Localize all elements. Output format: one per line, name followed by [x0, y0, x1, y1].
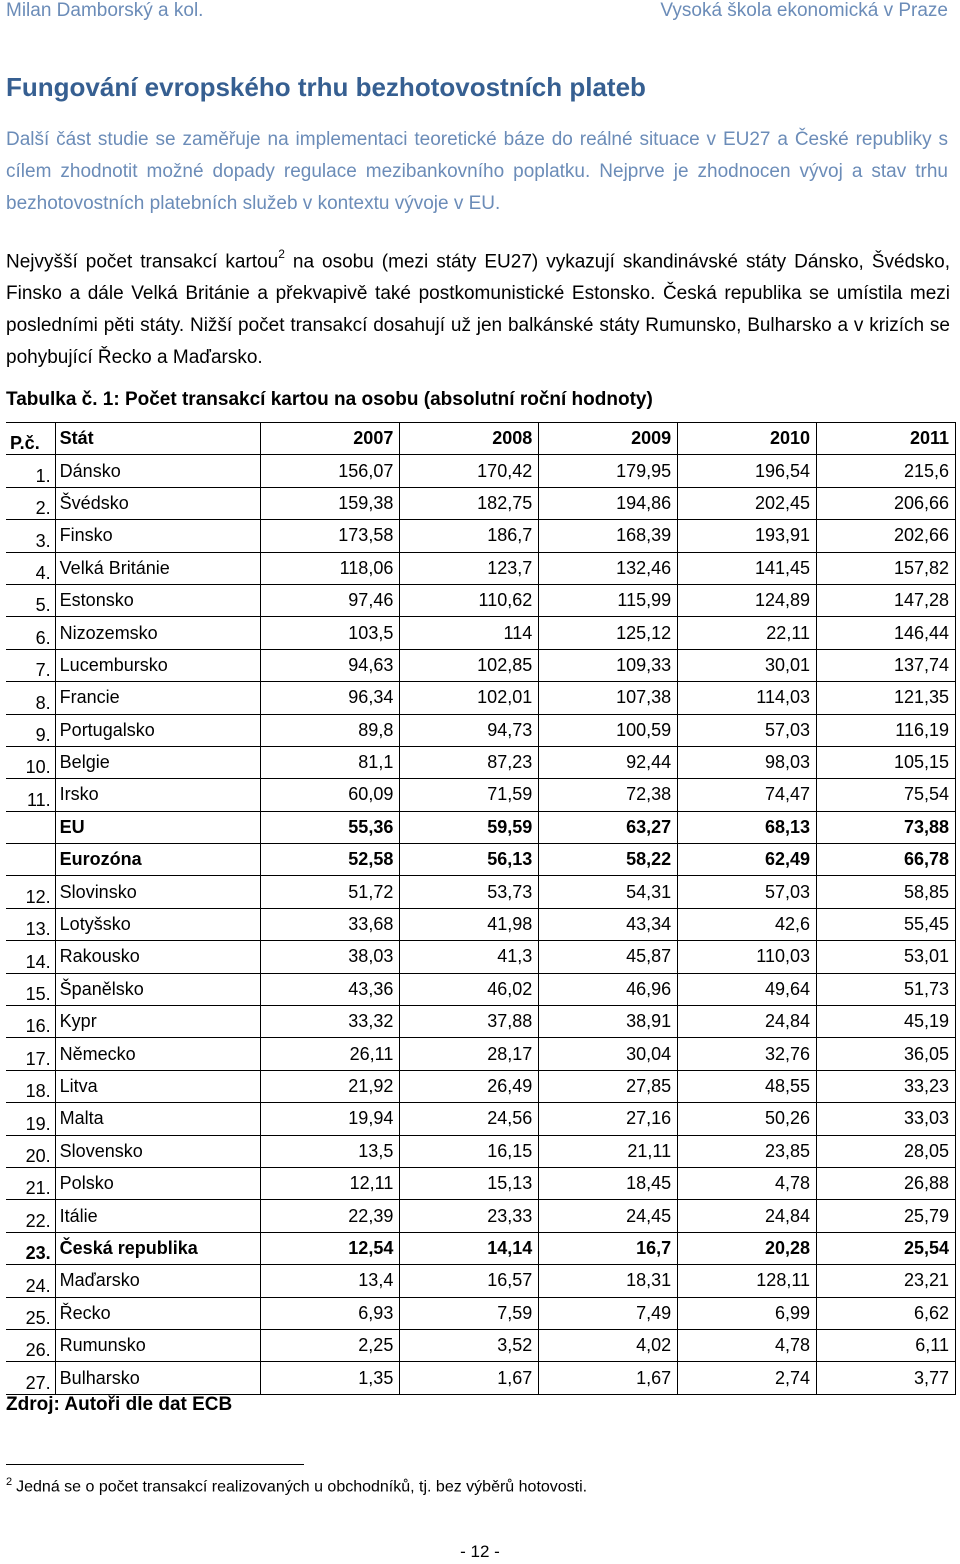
row-value: 94,73: [400, 714, 539, 746]
row-value: 6,93: [261, 1297, 400, 1329]
row-country: Německo: [55, 1038, 261, 1070]
row-value: 21,11: [539, 1135, 678, 1167]
row-country: Lotyšsko: [55, 908, 261, 940]
row-index: 4.: [6, 552, 55, 584]
row-index: 21.: [6, 1167, 55, 1199]
row-value: 1,67: [539, 1362, 678, 1394]
row-country: Kypr: [55, 1006, 261, 1038]
row-value: 147,28: [817, 584, 956, 616]
row-value: 102,85: [400, 649, 539, 681]
row-value: 38,91: [539, 1006, 678, 1038]
footnote: [6, 1476, 587, 1496]
row-value: 157,82: [817, 552, 956, 584]
table-body: [6, 455, 956, 1394]
row-value: 87,23: [400, 746, 539, 778]
row-value: 97,46: [261, 584, 400, 616]
row-value: 118,06: [261, 552, 400, 584]
row-country: Finsko: [55, 520, 261, 552]
header-authors: Milan Damborský a kol.: [6, 0, 204, 21]
row-value: 7,49: [539, 1297, 678, 1329]
row-value: 66,78: [817, 844, 956, 876]
table-row: [6, 1006, 956, 1038]
row-value: 43,36: [261, 973, 400, 1005]
row-value: 215,6: [817, 455, 956, 487]
row-value: 18,45: [539, 1167, 678, 1199]
row-value: 27,16: [539, 1103, 678, 1135]
row-value: 58,85: [817, 876, 956, 908]
table-row: [6, 1200, 956, 1232]
row-value: 26,11: [261, 1038, 400, 1070]
row-value: 53,01: [817, 941, 956, 973]
row-value: 1,67: [400, 1362, 539, 1394]
row-value: 30,01: [678, 649, 817, 681]
row-index: 20.: [6, 1135, 55, 1167]
row-value: 16,7: [539, 1232, 678, 1264]
row-index: 27.: [6, 1362, 55, 1394]
row-index: 15.: [6, 973, 55, 1005]
row-value: 1,35: [261, 1362, 400, 1394]
row-value: 27,85: [539, 1070, 678, 1102]
row-value: 57,03: [678, 714, 817, 746]
footnote-text: Jedná se o počet transakcí realizovaných u obchodníků, tj. bez výběrů hotovosti.: [16, 1478, 588, 1496]
row-value: 43,34: [539, 908, 678, 940]
row-value: 96,34: [261, 682, 400, 714]
row-value: 20,28: [678, 1232, 817, 1264]
footnote-ref[interactable]: 2: [278, 247, 285, 261]
row-value: 4,78: [678, 1329, 817, 1361]
row-value: 24,84: [678, 1006, 817, 1038]
row-value: 23,85: [678, 1135, 817, 1167]
table-row: [6, 584, 956, 616]
table-row: [6, 779, 956, 811]
table-row: [6, 1362, 956, 1394]
table-row: [6, 682, 956, 714]
table-row: [6, 811, 956, 843]
row-country: Španělsko: [55, 973, 261, 1005]
table-row: [6, 649, 956, 681]
row-value: 16,57: [400, 1265, 539, 1297]
table-row: [6, 1232, 956, 1264]
row-value: 15,13: [400, 1167, 539, 1199]
row-index: 14.: [6, 941, 55, 973]
row-value: 23,33: [400, 1200, 539, 1232]
row-value: 109,33: [539, 649, 678, 681]
row-value: 202,66: [817, 520, 956, 552]
row-value: 2,25: [261, 1329, 400, 1361]
row-value: 41,3: [400, 941, 539, 973]
row-value: 74,47: [678, 779, 817, 811]
row-country: Litva: [55, 1070, 261, 1102]
row-value: 12,54: [261, 1232, 400, 1264]
row-value: 196,54: [678, 455, 817, 487]
row-value: 128,11: [678, 1265, 817, 1297]
row-value: 41,98: [400, 908, 539, 940]
row-value: 123,7: [400, 552, 539, 584]
row-value: 110,62: [400, 584, 539, 616]
row-value: 26,88: [817, 1167, 956, 1199]
row-value: 4,02: [539, 1329, 678, 1361]
section-heading: Fungování evropského trhu bezhotovostních plateb: [6, 72, 646, 102]
footnote-separator: [6, 1464, 304, 1465]
header-cell: 2011: [817, 423, 956, 455]
header-cell: 2007: [261, 423, 400, 455]
page-number: - 12 -: [460, 1542, 500, 1561]
row-value: 159,38: [261, 487, 400, 519]
row-index: 26.: [6, 1329, 55, 1361]
row-index: 8.: [6, 682, 55, 714]
row-value: 33,68: [261, 908, 400, 940]
row-value: 25,79: [817, 1200, 956, 1232]
row-value: 38,03: [261, 941, 400, 973]
row-value: 137,74: [817, 649, 956, 681]
table-row: [6, 1038, 956, 1070]
row-value: 114,03: [678, 682, 817, 714]
row-value: 57,03: [678, 876, 817, 908]
table-row: [6, 1329, 956, 1361]
row-country: Slovensko: [55, 1135, 261, 1167]
row-value: 110,03: [678, 941, 817, 973]
row-value: 94,63: [261, 649, 400, 681]
row-index: 10.: [6, 746, 55, 778]
row-value: 13,5: [261, 1135, 400, 1167]
row-index: 18.: [6, 1070, 55, 1102]
row-country: Portugalsko: [55, 714, 261, 746]
row-value: 132,46: [539, 552, 678, 584]
row-value: 18,31: [539, 1265, 678, 1297]
row-index: [6, 811, 55, 843]
row-value: 51,73: [817, 973, 956, 1005]
row-value: 103,5: [261, 617, 400, 649]
table-row: [6, 714, 956, 746]
row-value: 33,32: [261, 1006, 400, 1038]
row-value: 26,49: [400, 1070, 539, 1102]
table-row: [6, 1167, 956, 1199]
row-country: Dánsko: [55, 455, 261, 487]
row-value: 45,87: [539, 941, 678, 973]
table-row: [6, 973, 956, 1005]
row-value: 25,54: [817, 1232, 956, 1264]
table-row: [6, 487, 956, 519]
row-country: Řecko: [55, 1297, 261, 1329]
header-cell: Stát: [55, 423, 261, 455]
row-index: 13.: [6, 908, 55, 940]
row-value: 125,12: [539, 617, 678, 649]
row-value: 71,59: [400, 779, 539, 811]
row-index: 2.: [6, 487, 55, 519]
row-value: 179,95: [539, 455, 678, 487]
row-value: 54,31: [539, 876, 678, 908]
row-value: 194,86: [539, 487, 678, 519]
row-country: Rakousko: [55, 941, 261, 973]
row-index: 19.: [6, 1103, 55, 1135]
row-value: 156,07: [261, 455, 400, 487]
row-value: 72,38: [539, 779, 678, 811]
row-value: 3,52: [400, 1329, 539, 1361]
row-country: EU: [55, 811, 261, 843]
row-value: 100,59: [539, 714, 678, 746]
table-row: [6, 1297, 956, 1329]
table-row: [6, 1070, 956, 1102]
page-header: [6, 0, 948, 26]
row-value: 16,15: [400, 1135, 539, 1167]
table-caption: Tabulka č. 1: Počet transakcí kartou na osobu (absolutní roční hodnoty): [6, 389, 653, 410]
header-institution: Vysoká škola ekonomická v Praze: [660, 0, 948, 21]
row-value: 124,89: [678, 584, 817, 616]
row-index: 23.: [6, 1232, 55, 1264]
row-value: 24,84: [678, 1200, 817, 1232]
row-value: 28,17: [400, 1038, 539, 1070]
row-value: 7,59: [400, 1297, 539, 1329]
table-row: [6, 876, 956, 908]
row-value: 81,1: [261, 746, 400, 778]
row-value: 14,14: [400, 1232, 539, 1264]
row-value: 116,19: [817, 714, 956, 746]
table-row: [6, 552, 956, 584]
row-value: 63,27: [539, 811, 678, 843]
table-row: [6, 1135, 956, 1167]
row-value: 42,6: [678, 908, 817, 940]
row-value: 12,11: [261, 1167, 400, 1199]
table-row: [6, 746, 956, 778]
row-country: Malta: [55, 1103, 261, 1135]
row-value: 37,88: [400, 1006, 539, 1038]
row-value: 59,59: [400, 811, 539, 843]
row-value: 206,66: [817, 487, 956, 519]
row-value: 202,45: [678, 487, 817, 519]
row-index: 1.: [6, 455, 55, 487]
row-value: 6,11: [817, 1329, 956, 1361]
row-value: 73,88: [817, 811, 956, 843]
table-row: [6, 941, 956, 973]
row-value: 6,99: [678, 1297, 817, 1329]
row-value: 45,19: [817, 1006, 956, 1038]
row-value: 68,13: [678, 811, 817, 843]
table-row: [6, 1265, 956, 1297]
table-row: [6, 455, 956, 487]
row-value: 186,7: [400, 520, 539, 552]
transactions-table: [6, 422, 956, 1395]
row-value: 4,78: [678, 1167, 817, 1199]
row-value: 56,13: [400, 844, 539, 876]
row-value: 92,44: [539, 746, 678, 778]
row-value: 193,91: [678, 520, 817, 552]
row-value: 52,58: [261, 844, 400, 876]
row-country: Francie: [55, 682, 261, 714]
row-value: 46,96: [539, 973, 678, 1005]
row-value: 173,58: [261, 520, 400, 552]
row-value: 107,38: [539, 682, 678, 714]
paragraph-findings: [6, 240, 950, 374]
header-cell: 2010: [678, 423, 817, 455]
row-index: [6, 844, 55, 876]
row-country: Itálie: [55, 1200, 261, 1232]
row-value: 13,4: [261, 1265, 400, 1297]
row-value: 114: [400, 617, 539, 649]
paragraph-findings-part2: na osobu (mezi státy EU27) vykazují skandinávské státy Dánsko, Švédsko, Finsko a dále Velká Británie a překvapivě také postkomunistické Estonsko. Česká republika se umístila mezi posledními pěti státy. Nižší počet transakcí dosahují už jen balkánské státy Rumunsko, Bulharsko a v krizích se pohybující Řecko a Maďarsko.: [6, 251, 950, 369]
row-value: 19,94: [261, 1103, 400, 1135]
header-cell: 2008: [400, 423, 539, 455]
row-value: 182,75: [400, 487, 539, 519]
row-value: 102,01: [400, 682, 539, 714]
row-value: 33,03: [817, 1103, 956, 1135]
row-value: 49,64: [678, 973, 817, 1005]
table-row: [6, 520, 956, 552]
row-country: Polsko: [55, 1167, 261, 1199]
row-value: 55,36: [261, 811, 400, 843]
table-source: Zdroj: Autoři dle dat ECB: [6, 1394, 233, 1415]
row-country: Slovinsko: [55, 876, 261, 908]
row-value: 22,39: [261, 1200, 400, 1232]
row-value: 30,04: [539, 1038, 678, 1070]
paragraph-intro: Další část studie se zaměřuje na implementaci teoretické báze do reálné situace v EU27 a České republiky s cílem zhodnotit možné dopady regulace mezibankovního poplatku. Nejprve je zhodnocen vývoj a stav trhu bezhotovostních platebních služeb v kontextu vývoje v EU.: [6, 129, 948, 214]
table-row: [6, 908, 956, 940]
row-value: 53,73: [400, 876, 539, 908]
row-index: 9.: [6, 714, 55, 746]
row-value: 46,02: [400, 973, 539, 1005]
row-value: 22,11: [678, 617, 817, 649]
row-value: 28,05: [817, 1135, 956, 1167]
row-index: 12.: [6, 876, 55, 908]
row-value: 146,44: [817, 617, 956, 649]
row-index: 7.: [6, 649, 55, 681]
row-value: 48,55: [678, 1070, 817, 1102]
footnote-mark: 2: [6, 1476, 13, 1488]
row-value: 121,35: [817, 682, 956, 714]
row-index: 6.: [6, 617, 55, 649]
row-value: 33,23: [817, 1070, 956, 1102]
row-index: 22.: [6, 1200, 55, 1232]
table-row: [6, 844, 956, 876]
row-country: Belgie: [55, 746, 261, 778]
row-value: 32,76: [678, 1038, 817, 1070]
row-index: 3.: [6, 520, 55, 552]
row-country: Estonsko: [55, 584, 261, 616]
row-country: Rumunsko: [55, 1329, 261, 1361]
row-index: 5.: [6, 584, 55, 616]
row-value: 98,03: [678, 746, 817, 778]
row-country: Irsko: [55, 779, 261, 811]
row-value: 2,74: [678, 1362, 817, 1394]
row-value: 170,42: [400, 455, 539, 487]
row-value: 3,77: [817, 1362, 956, 1394]
row-value: 50,26: [678, 1103, 817, 1135]
header-cell: P.č.: [6, 423, 55, 455]
row-country: Švédsko: [55, 487, 261, 519]
row-value: 89,8: [261, 714, 400, 746]
row-value: 23,21: [817, 1265, 956, 1297]
row-value: 24,45: [539, 1200, 678, 1232]
row-country: Velká Británie: [55, 552, 261, 584]
table-row: [6, 617, 956, 649]
row-value: 115,99: [539, 584, 678, 616]
row-index: 24.: [6, 1265, 55, 1297]
row-index: 11.: [6, 779, 55, 811]
row-country: Česká republika: [55, 1232, 261, 1264]
row-value: 36,05: [817, 1038, 956, 1070]
row-country: Lucembursko: [55, 649, 261, 681]
row-country: Maďarsko: [55, 1265, 261, 1297]
table-header-row: [6, 423, 956, 455]
row-value: 58,22: [539, 844, 678, 876]
row-index: 16.: [6, 1006, 55, 1038]
row-value: 75,54: [817, 779, 956, 811]
row-value: 60,09: [261, 779, 400, 811]
row-country: Eurozóna: [55, 844, 261, 876]
row-value: 51,72: [261, 876, 400, 908]
header-cell: 2009: [539, 423, 678, 455]
row-country: Bulharsko: [55, 1362, 261, 1394]
row-value: 105,15: [817, 746, 956, 778]
paragraph-findings-part1: Nejvyšší počet transakcí kartou: [6, 251, 279, 273]
row-value: 21,92: [261, 1070, 400, 1102]
row-value: 62,49: [678, 844, 817, 876]
row-value: 55,45: [817, 908, 956, 940]
row-country: Nizozemsko: [55, 617, 261, 649]
row-value: 168,39: [539, 520, 678, 552]
row-value: 141,45: [678, 552, 817, 584]
row-index: 17.: [6, 1038, 55, 1070]
table-row: [6, 1103, 956, 1135]
row-value: 24,56: [400, 1103, 539, 1135]
row-value: 6,62: [817, 1297, 956, 1329]
row-index: 25.: [6, 1297, 55, 1329]
